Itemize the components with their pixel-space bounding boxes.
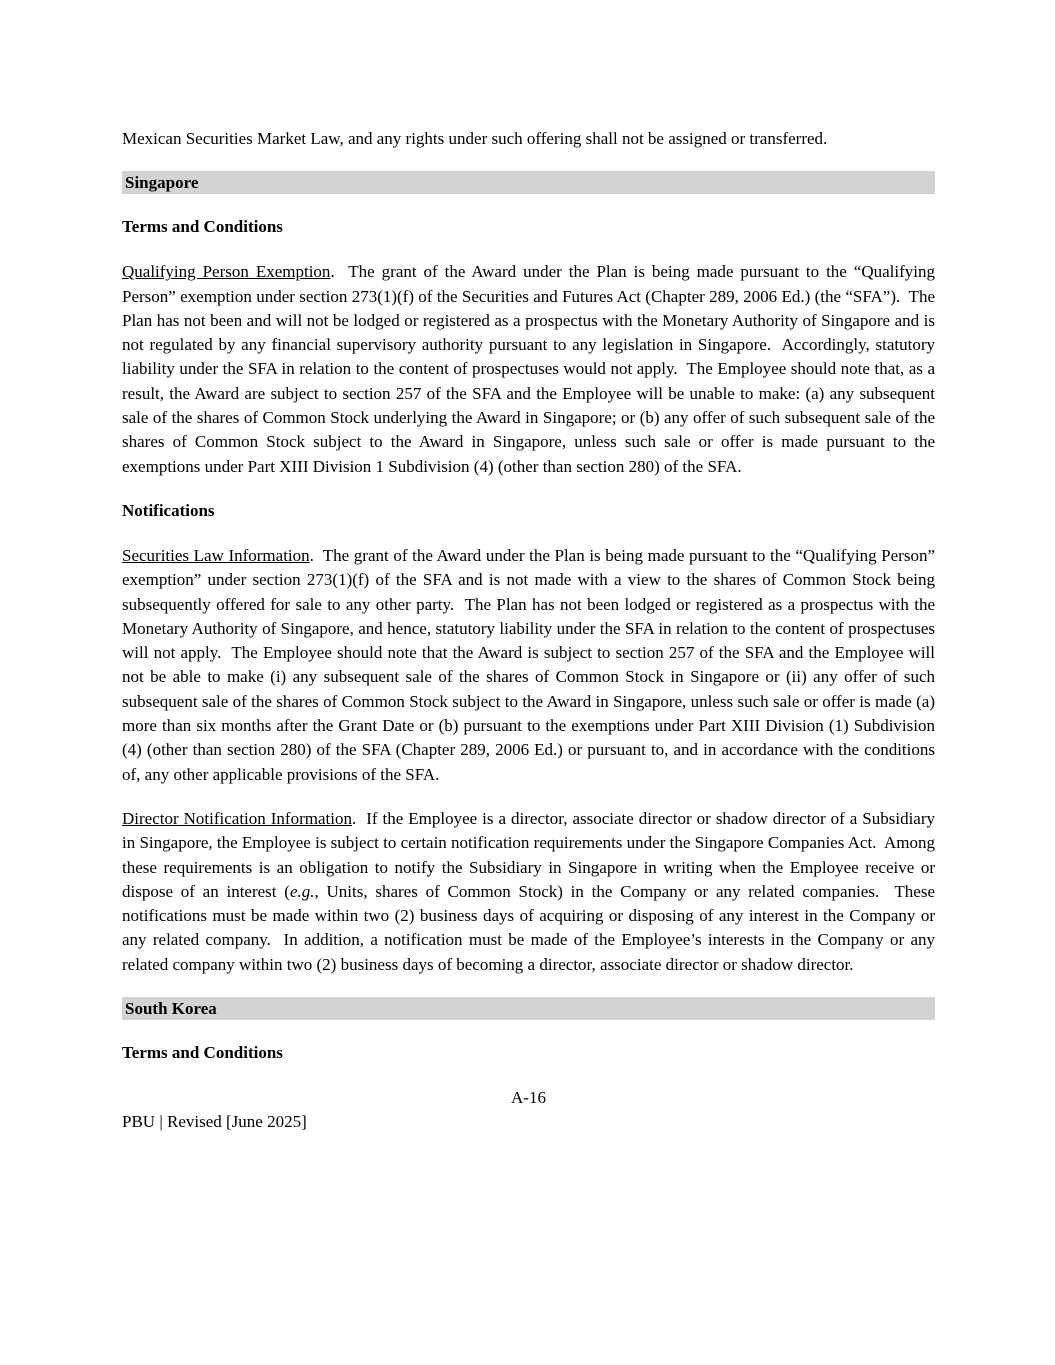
section-header-south-korea: South Korea [122, 997, 935, 1020]
qualifying-person-lead: Qualifying Person Exemption [122, 262, 331, 282]
director-notification-lead: Director Notification Information [122, 808, 352, 828]
page-number: A-16 [511, 1088, 546, 1108]
director-notification-body-2: , Units, shares of Common Stock) in the Company or any related companies. These notifications must be made within two (2) business days of acquiring or disposing of any interest in the Company or any related company. In addition, a notification must be made of the Employee’s interests in the Company or any related company within two (2) business days of becoming a director, associate director or shadow director. [122, 881, 940, 974]
qualifying-person-body: . The grant of the Award under the Plan is being made pursuant to the “Qualifying Person” exemption under section 273(1)(f) of the Securities and Futures Act (Chapter 289, 2006 Ed.) (the “SFA”). The Plan has not been and will not be lodged or registered as a prospectus with the Monetary Authority of Singapore and is not regulated by any financial supervisory authority pursuant to any legislation in Singapore. Accordingly, statutory liability under the SFA in relation to the content of prospectuses would not apply. The Employee should note that, as a result, the Award are subject to section 257 of the SFA and the Employee will be unable to make: (a) any subsequent sale of the shares of Common Stock underlying the Award in Singapore; or (b) any offer of such subsequent sale of the shares of Common Stock subject to the Award in Singapore, unless such sale or offer is made pursuant to the exemptions under Part XIII Division 1 Subdivision (4) (other than section 280) of the SFA. [122, 262, 940, 476]
director-notification-paragraph [122, 807, 940, 977]
notifications-heading: Notifications [122, 500, 215, 520]
terms-heading-south-korea: Terms and Conditions [122, 1043, 283, 1063]
revision-footer: PBU | Revised [June 2025] [122, 1112, 307, 1132]
securities-law-lead: Securities Law Information [122, 545, 310, 565]
qualifying-person-paragraph [122, 260, 940, 479]
securities-law-paragraph [122, 544, 940, 787]
director-notification-emphasis: e.g. [289, 881, 315, 901]
director-notification-body-1: . If the Employee is a director, associate director or shadow director of a Subsidiary in Singapore, the Employee is subject to certain notification requirements under the Singapore Companies Act. Among these requirements is an obligation to notify the Subsidiary in Singapore in writing when the Employee receive or dispose of an interest ( [122, 808, 940, 901]
securities-law-body: . The grant of the Award under the Plan is being made pursuant to the “Qualifying Person” exemption” under section 273(1)(f) of the SFA and is not made with a view to the shares of Common Stock being subsequently offered for sale to any other party. The Plan has not been lodged or registered as a prospectus with the Monetary Authority of Singapore, and hence, statutory liability under the SFA in relation to the content of prospectuses will not apply. The Employee should note that the Award is subject to section 257 of the SFA and the Employee will not be able to make (i) any subsequent sale of the shares of Common Stock in Singapore or (ii) any offer of such subsequent sale of the shares of Common Stock subject to the Award in Singapore, unless such sale or offer is made (a) more than six months after the Grant Date or (b) pursuant to the exemptions under Part XIII Division (1) Subdivision (4) (other than section 280) of the SFA (Chapter 289, 2006 Ed.) or pursuant to, and in accordance with the conditions of, any other applicable provisions of the SFA. [122, 545, 940, 784]
intro-paragraph: Mexican Securities Market Law, and any rights under such offering shall not be assigned or transferred. [122, 129, 828, 148]
section-header-singapore: Singapore [122, 171, 935, 194]
terms-heading-singapore: Terms and Conditions [122, 217, 283, 237]
